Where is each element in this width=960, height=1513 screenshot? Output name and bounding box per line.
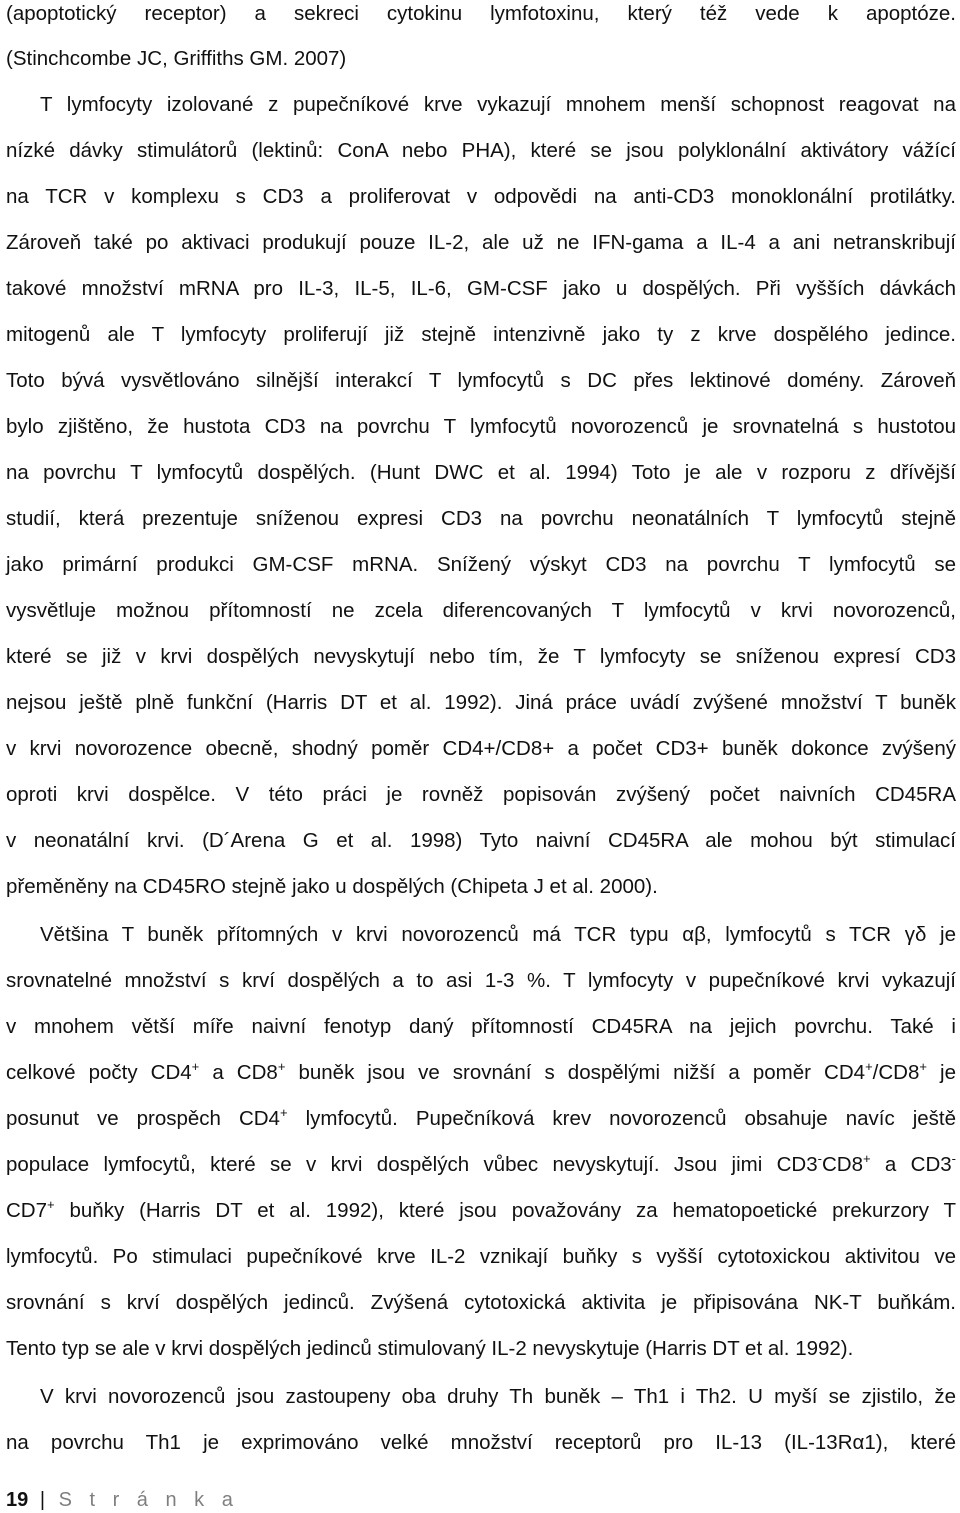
text-line: T lymfocyty izolované z pupečníkové krve vykazují mnohem menší schopnost reagovat na (40, 93, 956, 116)
text-line: populace lymfocytů, které se v krvi dospělých vůbec nevyskytují. Jsou jimi CD3-CD8+ a CD3- (6, 1151, 956, 1176)
text-line: na TCR v komplexu s CD3 a proliferovat v odpovědi na anti-CD3 monoklonální protilátky. (6, 185, 956, 208)
text-line: které se již v krvi dospělých nevyskytují nebo tím, že T lymfocyty se sníženou expresí CD3 (6, 645, 956, 668)
text-line: bylo zjištěno, že hustota CD3 na povrchu T lymfocytů novorozenců je srovnatelná s hustotou (6, 415, 956, 438)
text-line: Tento typ se ale v krvi dospělých jedinců stimulovaný IL-2 nevyskytuje (Harris DT et al. 1992). (6, 1337, 854, 1360)
text-line: na povrchu Th1 je exprimováno velké množství receptorů pro IL-13 (IL-13Rα1), které (6, 1431, 956, 1454)
text-line: v neonatální krvi. (D´Arena G et al. 1998) Tyto naivní CD45RA ale mohou být stimulací (6, 829, 956, 852)
text-line: nízké dávky stimulátorů (lektinů: ConA nebo PHA), které se jsou polyklonální aktivátory vážící (6, 139, 956, 162)
text-line: Toto bývá vysvětlováno silnější interakcí T lymfocytů s DC přes lektinové domény. Zároveň (6, 369, 956, 392)
text-line: lymfocytů. Po stimulaci pupečníkové krve IL-2 vznikají buňky s vyšší cytotoxickou aktivitou ve (6, 1245, 956, 1268)
text-line: Většina T buněk přítomných v krvi novorozenců má TCR typu αβ, lymfocytů s TCR γδ je (40, 923, 956, 946)
text-line: celkové počty CD4+ a CD8+ buněk jsou ve srovnání s dospělými nižší a poměr CD4+/CD8+ je (6, 1059, 956, 1084)
text-line: (apoptotický receptor) a sekreci cytokinu lymfotoxinu, který též vede k apoptóze. (6, 2, 956, 25)
text-line: oproti krvi dospělce. V této práci je rovněž popisován zvýšený počet naivních CD45RA (6, 783, 956, 806)
text-line: vysvětluje možnou přítomností ne zcela diferencovaných T lymfocytů v krvi novorozenců, (6, 599, 956, 622)
text-line: CD7+ buňky (Harris DT et al. 1992), které jsou považovány za hematopoetické prekurzory T (6, 1197, 956, 1222)
footer-separator: | (39, 1489, 46, 1511)
text-line: Zároveň také po aktivaci produkují pouze IL-2, ale už ne IFN-gama a IL-4 a ani netranskribují (6, 231, 956, 254)
text-line: jako primární produkci GM-CSF mRNA. Snížený výskyt CD3 na povrchu T lymfocytů se (6, 553, 956, 576)
text-line: mitogenů ale T lymfocyty proliferují již stejně intenzivně jako ty z krve dospělého jedince. (6, 323, 956, 346)
footer-label: S t r á n k a (58, 1489, 239, 1511)
page-number: 19 (6, 1489, 29, 1511)
text-line: na povrchu T lymfocytů dospělých. (Hunt DWC et al. 1994) Toto je ale v rozporu z dřívější (6, 461, 956, 484)
text-line: (Stinchcombe JC, Griffiths GM. 2007) (6, 47, 347, 70)
text-line: nejsou ještě plně funkční (Harris DT et al. 1992). Jiná práce uvádí zvýšené množství T buněk (6, 691, 956, 714)
text-line: studií, která prezentuje sníženou expresi CD3 na povrchu neonatálních T lymfocytů stejně (6, 507, 956, 530)
text-line: takové množství mRNA pro IL-3, IL-5, IL-6, GM-CSF jako u dospělých. Při vyšších dávkách (6, 277, 956, 300)
text-line: srovnání s krví dospělých jedinců. Zvýšená cytotoxická aktivita je připisována NK-T buňkám. (6, 1291, 956, 1314)
page-footer (6, 1487, 239, 1513)
text-line: posunut ve prospěch CD4+ lymfocytů. Pupečníková krev novorozenců obsahuje navíc ještě (6, 1105, 957, 1130)
text-line: V krvi novorozenců jsou zastoupeny oba druhy Th buněk – Th1 i Th2. U myší se zjistilo, že (40, 1385, 956, 1408)
text-line: v krvi novorozence obecně, shodný poměr CD4+/CD8+ a počet CD3+ buněk dokonce zvýšený (6, 737, 956, 760)
text-line: přeměněny na CD45RO stejně jako u dospělých (Chipeta J et al. 2000). (6, 875, 658, 898)
text-line: v mnohem větší míře naivní fenotyp daný přítomností CD45RA na jejich povrchu. Také i (6, 1015, 956, 1038)
text-line: srovnatelné množství s krví dospělých a to asi 1-3 %. T lymfocyty v pupečníkové krvi vykazují (6, 969, 956, 992)
